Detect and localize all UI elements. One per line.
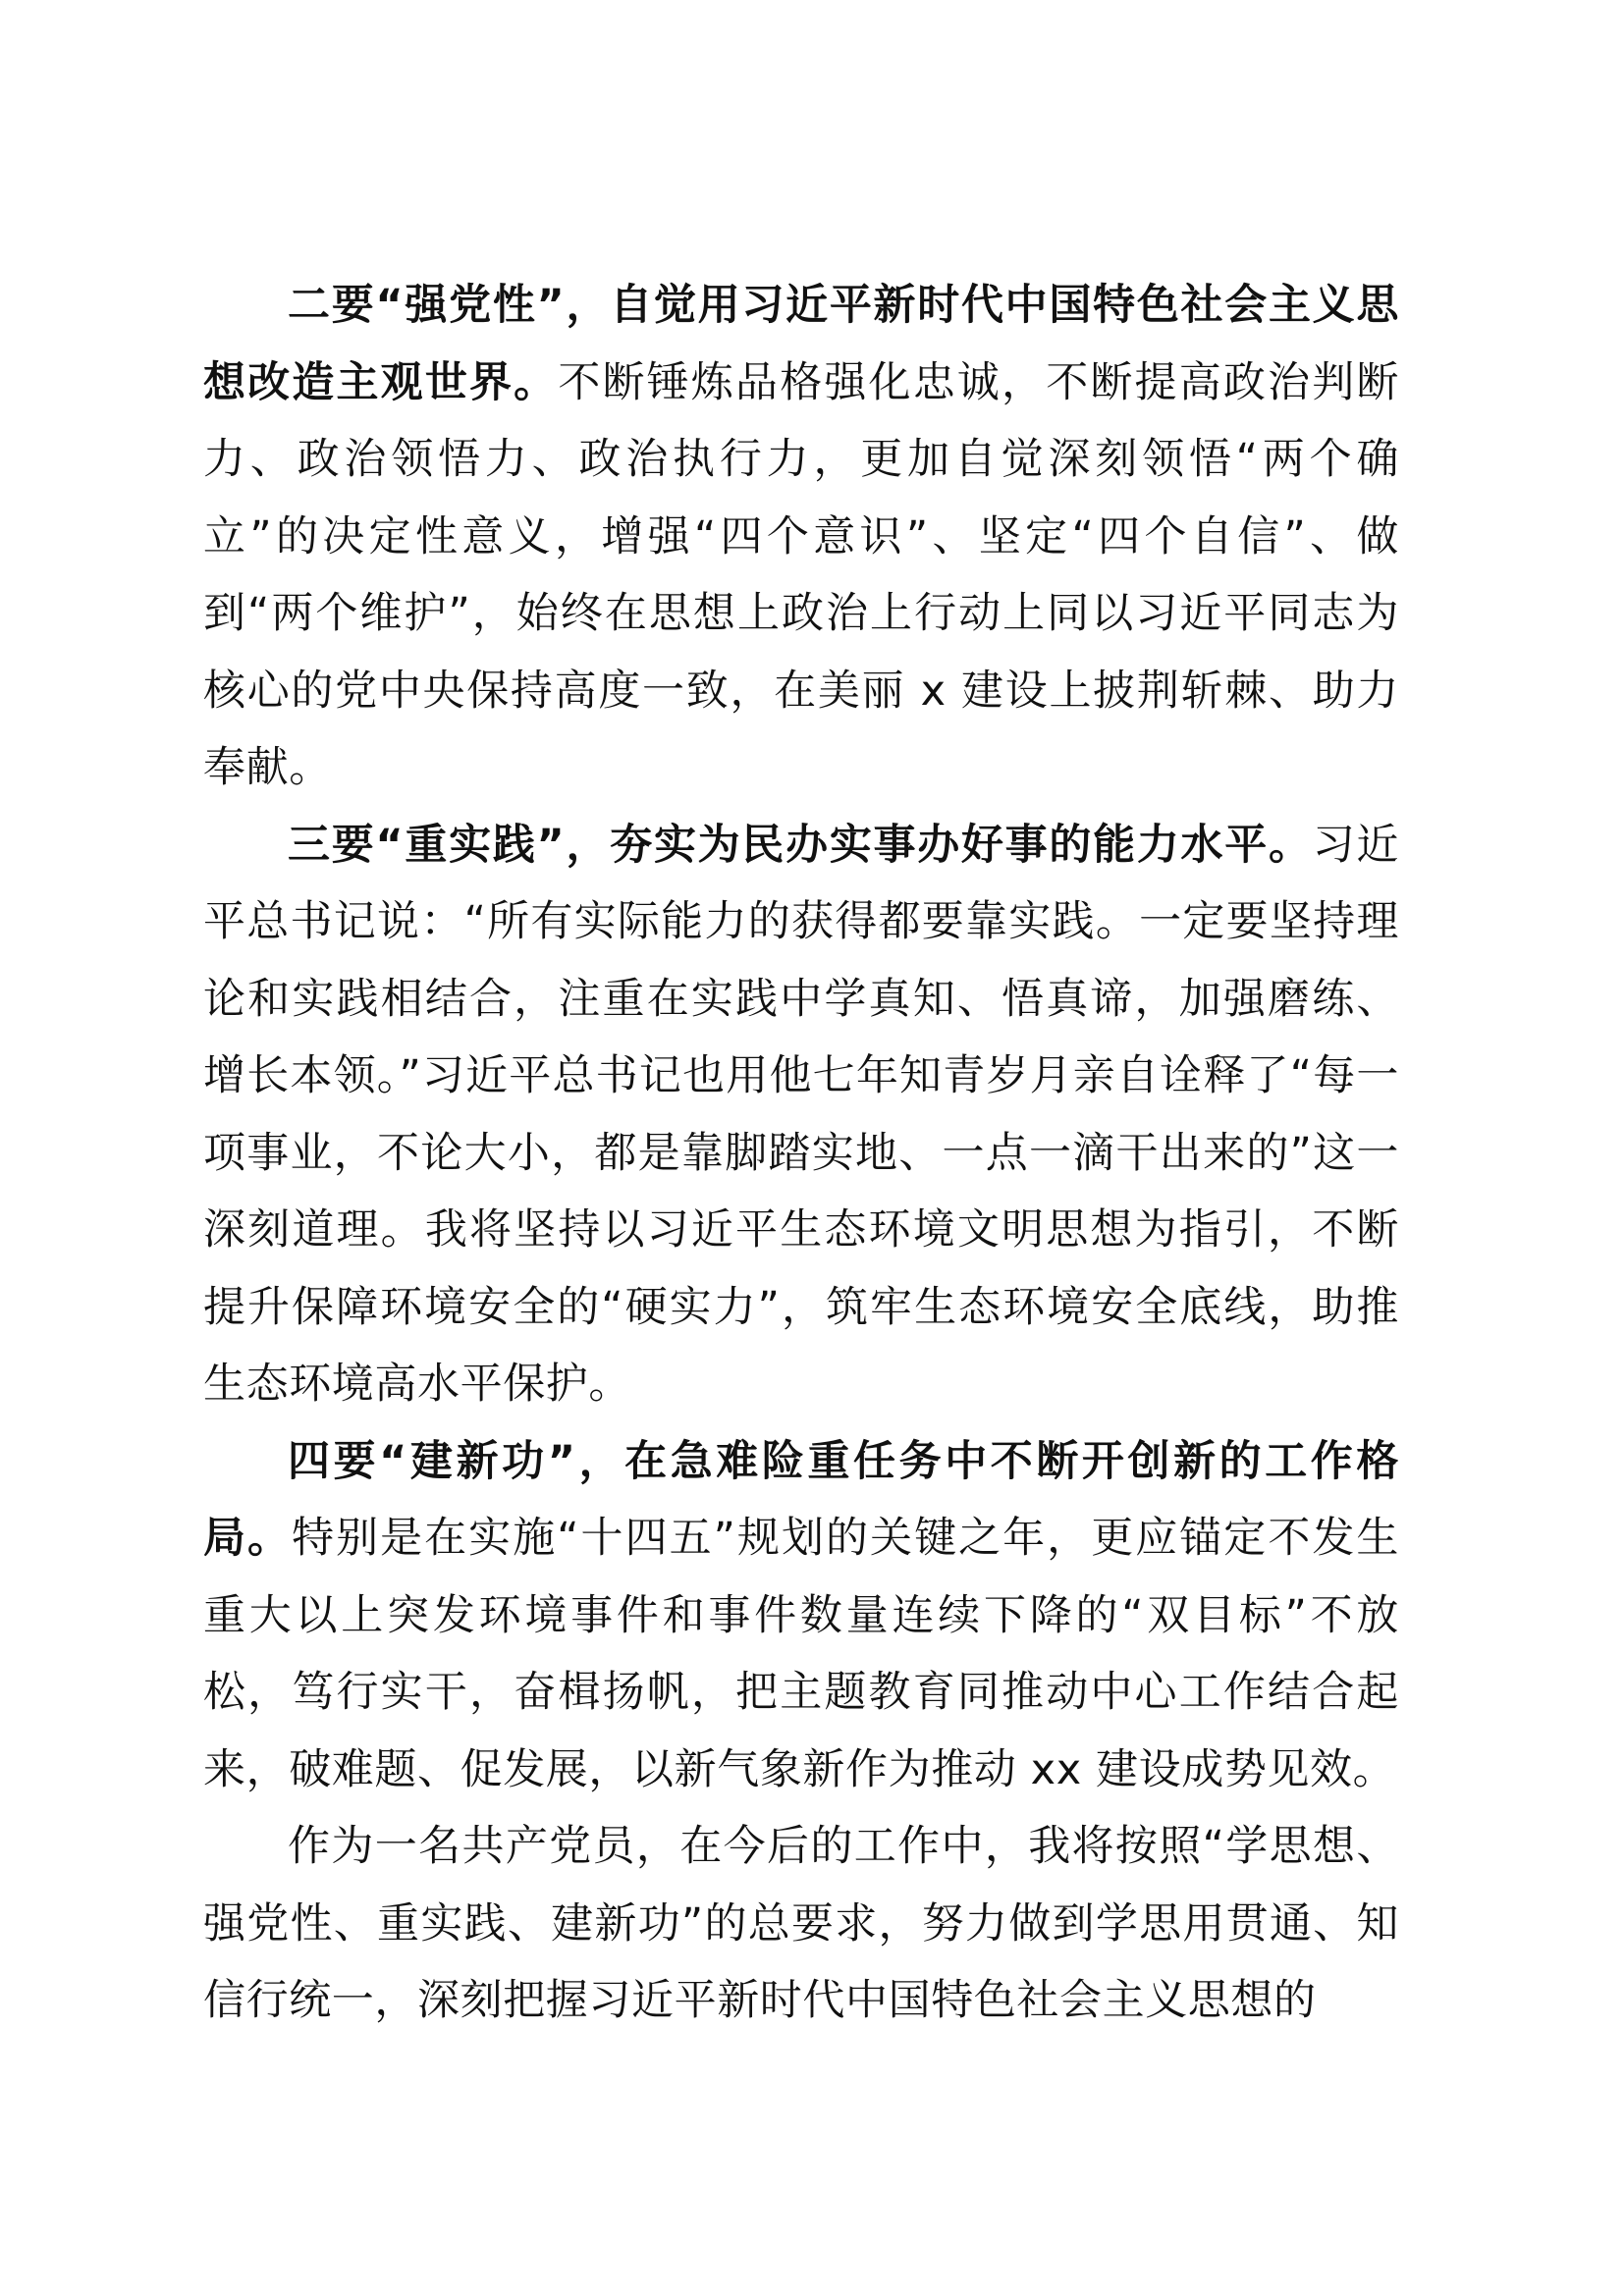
paragraph-heading: 二要“强党性”，自觉用习近平新时代中国特色社会主义思想改造主观世界。 [203,281,1399,407]
paragraph-heading: 四要“建新功”，在急难险重任务中不断开创新的工作格局。 [203,1436,1399,1563]
paragraph-emphasize-practice [203,807,1399,1423]
paragraph-text: 作为一名共产党员，在今后的工作中，我将按照“学思想、强党性、重实践、建新功”的总要求，努力做到学思用贯通、知信行统一，深刻把握习近平新时代中国特色社会主义思想的 [203,1822,1399,2025]
paragraph-text: 不断锤炼品格强化忠诚，不断提高政治判断力、政治领悟力、政治执行力，更加自觉深刻领悟“两个确立”的决定性意义，增强“四个意识”、坚定“四个自信”、做到“两个维护”，始终在思想上政治上行动上同以习近平同志为核心的党中央保持高度一致，在美丽 x 建设上披荆斩棘、助力奉献。 [203,357,1399,792]
paragraph-strengthen-party-spirit [203,267,1399,807]
paragraph-heading: 三要“重实践”，夯实为民办实事办好事的能力水平。 [288,820,1313,870]
paragraph-text: 特别是在实施“十四五”规划的关键之年，更应锚定不发生重大以上突发环境事件和事件数量连续下降的“双目标”不放松，笃行实干，奋楫扬帆，把主题教育同推动中心工作结合起来，破难题、促发展，以新气象新作为推动 xx 建设成势见效。 [203,1514,1399,1794]
paragraph-conclusion [203,1808,1399,2040]
paragraph-new-achievements [203,1423,1399,1809]
document-body [203,267,1399,2040]
paragraph-text: 习近平总书记说：“所有实际能力的获得都要靠实践。一定要坚持理论和实践相结合，注重在实践中学真知、悟真谛，加强磨练、增长本领。”习近平总书记也用他七年知青岁月亲自诠释了“每一项事业，不论大小，都是靠脚踏实地、一点一滴干出来的”这一深刻道理。我将坚持以习近平生态环境文明思想为指引，不断提升保障环境安全的“硬实力”，筑牢生态环境安全底线，助推生态环境高水平保护。 [203,820,1400,1409]
